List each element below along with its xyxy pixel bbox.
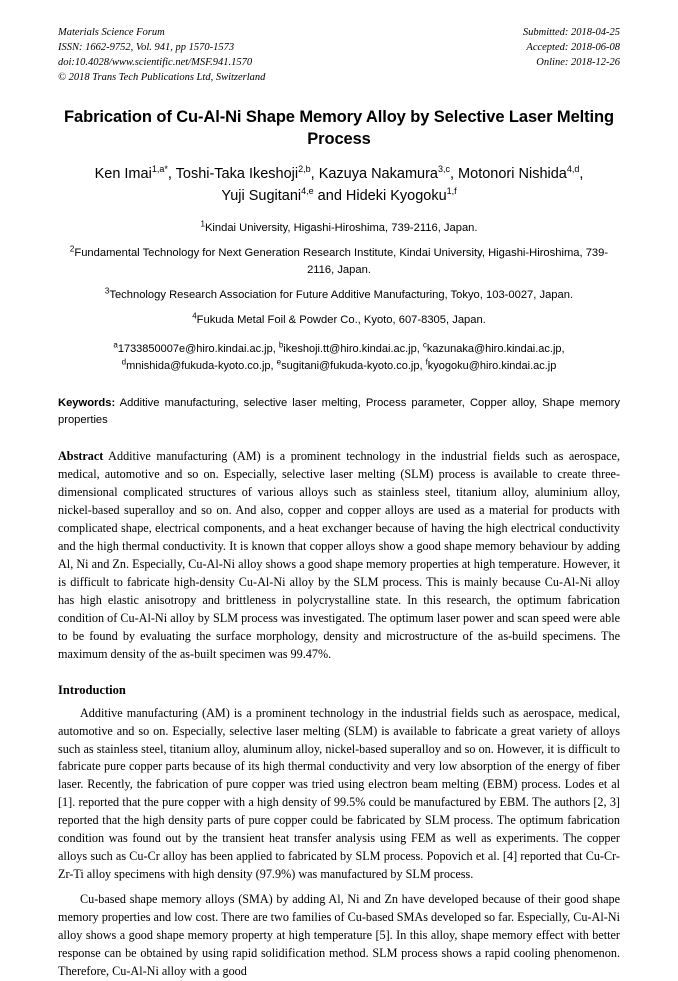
author-line-2 [58, 186, 620, 208]
affiliation-4: $^4$Fukuda Metal Foil & Powder Co., Kyoto, 607-8305, Japan. [192, 310, 486, 326]
abstract-text: Additive manufacturing (AM) is a prominent technology in the industrial fields such as aerospace, medical, automotive and so on. Especially, selective laser melting (SLM) process is available to create three-dimensional complicated structures of various alloys such as stainless steel, titanium alloy, aluminium alloy, nickel-based superalloy and so on. And also, copper and copper alloys are used as a material for products with complicated shape, electrical components, and a heat exchanger because of having the high electrical conductivity and the high thermal conductivity. It is known that copper alloys show a good shape memory behaviour by adding Al, Ni and Zn. Especially, Cu-Al-Ni alloy shows a good shape memory properties at high temperature. However, it is difficult to fabricate high-density Cu-Al-Ni alloy by the SLM process. This is mainly because Cu-Al-Ni alloy has high elastic anisotropy and brittleness in polycrystalline state. In this research, the optimum fabrication condition of Cu-Al-Ni alloy by SLM process was investigated. The optimum laser power and scan speed were able to be found by evaluating the surface morphology, density and microstructure of the as-build specimens. The maximum density of the as-built specimen was 99.47%. [58, 449, 620, 661]
header-online-date: Online: 2018-12-26 [536, 56, 620, 68]
keywords-block [58, 395, 620, 429]
affiliation-3: $^3$Technology Research Association for Future Additive Manufacturing, Tokyo, 103-0027, Japan. [104, 285, 574, 301]
intro-paragraph-1: Additive manufacturing (AM) is a prominent technology in the industrial fields such as aerospace, medical, automotive and so on. Especially, selective laser melting (SLM) is available to fabricate a great variety of alloys such as stainless steel, titanium alloy, aluminum alloy, nickel-based superalloy and so on. However, it is difficult to fabricate pure copper parts because of its high thermal conductivity and very low absorption of the energy of fiber laser. Recently, the fabrication of pure copper was tried using electron beam melting (EBM) process. Lodes et al [1]. reported that the pure copper with a high density of 99.5% could be manufactured by EBM. The authors [2, 3] reported that the high density parts of pure copper could be fabricated by SLM process. The optimum fabrication condition was found out by the transient heat transfer analysis using FEM as well as experiments. The copper alloys such as Cu-Cr alloy has been applied to fabricated by SLM process. Popovich et al. [4] reported that Cu-Cr-Zr-Ti alloy specimens with high density (97.9%) was manufactured by SLM process. [58, 705, 620, 882]
affiliation-1: $^1$Kindai University, Higashi-Hiroshima, 739-2116, Japan. [200, 218, 478, 234]
header-accepted-date: Accepted: 2018-06-08 [526, 41, 620, 53]
section-heading-introduction: Introduction [58, 682, 126, 697]
header-doi-line: doi:10.4028/www.scientific.net/MSF.941.1570 [58, 56, 253, 68]
author-emails [58, 341, 620, 375]
header-issn-line: ISSN: 1662-9752, Vol. 941, pp 1570-1573 [58, 41, 235, 53]
author-hideki-kyogoku: and Hideki Kyogoku$^{1,f}$ [313, 186, 457, 204]
header-dates [523, 26, 620, 71]
email-line-1: $^a$1733850007e@hiro.kindai.ac.jp, $^b$ikeshoji.tt@hiro.kindai.ac.jp, $^c$kazunaka@hiro.kindai.ac.jp, [113, 340, 565, 355]
abstract-block [58, 448, 620, 663]
author-yuji-sugitani: Yuji Sugitani$^{4,e}$ [221, 186, 314, 204]
email-line-2: $^d$mnishida@fukuda-kyoto.co.jp, $^e$sugitani@fukuda-kyoto.co.jp, $^f$kyogoku@hiro.kindai.ac.jp [121, 357, 557, 372]
author-ken-imai: Ken Imai$^{1,a*}$ [94, 164, 168, 183]
page-header [58, 26, 620, 86]
header-copyright-line: © 2018 Trans Tech Publications Ltd, Switzerland [58, 71, 266, 83]
keywords-text: Additive manufacturing, selective laser melting, Process parameter, Copper alloy, Shape memory properties [58, 396, 620, 426]
header-journal-title: Materials Science Forum [58, 27, 165, 38]
author-kazuya-nakamura: , Kazuya Nakamura$^{3,c}$ [310, 164, 450, 183]
author-motonori-nishida: , Motonori Nishida$^{4,d}$ [450, 164, 580, 183]
author-toshi-taka-ikeshoji: , Toshi-Taka Ikeshoji$^{2,b}$ [167, 164, 311, 183]
affiliation-list [58, 220, 620, 329]
affiliation-2: $^2$Fundamental Technology for Next Generation Research Institute, Kindai University, Higashi-Hiroshima, 739-2116, Japan. [69, 243, 609, 276]
abstract-label: Abstract [58, 449, 104, 464]
header-journal-info [58, 26, 265, 86]
keywords-label: Keywords: [58, 396, 116, 409]
author-list [58, 164, 620, 208]
author-line-1 [58, 164, 620, 186]
page-title: Fabrication of Cu-Al-Ni Shape Memory Alloy by Selective Laser Melting Process [64, 107, 614, 148]
intro-paragraph-2: Cu-based shape memory alloys (SMA) by adding Al, Ni and Zn have developed because of their good shape memory properties and low cost. There are two families of Cu-based SMAs developed so far. Especially, Cu-Al-Ni alloy shows a good shape memory property at high temperature [5]. In this alloy, shape memory effect with better response can be obtained by using rapid solidification method. SLM process shows a rapid cooling phenomenon. Therefore, Cu-Al-Ni alloy with a good [58, 892, 620, 978]
header-submitted-date: Submitted: 2018-04-25 [522, 27, 620, 38]
author-line1-trailing-comma: , [579, 166, 584, 183]
